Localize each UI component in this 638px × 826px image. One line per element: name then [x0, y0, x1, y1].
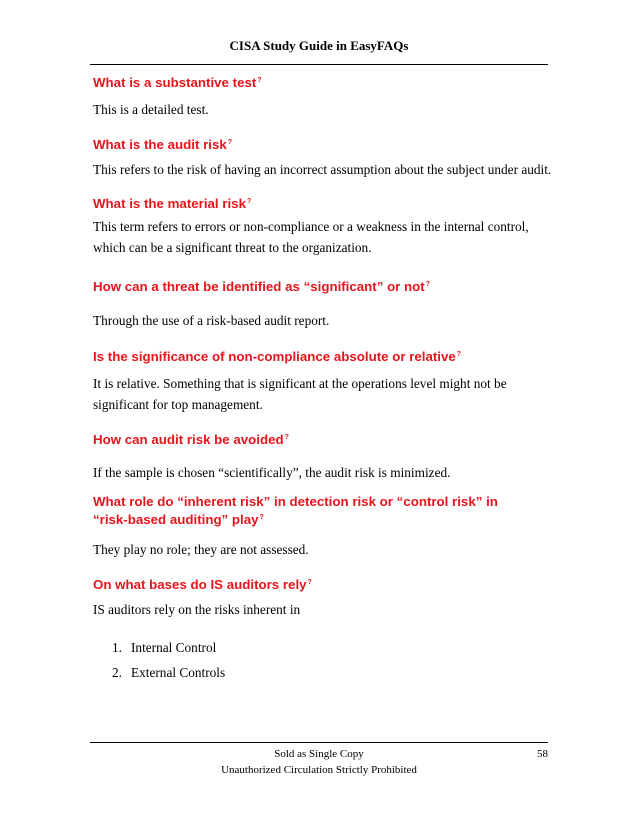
question-mark: ? [259, 514, 264, 521]
list-item-text: Internal Control [131, 640, 217, 655]
list-item-text: External Controls [131, 665, 226, 680]
question-text: What is a substantive test [93, 75, 257, 90]
question-text: How can audit risk be avoided [93, 432, 284, 447]
question-mark: ? [425, 281, 431, 288]
answer-text: This term refers to errors or non-compliance or a weakness in the internal control, which can be a significant threat to the organization. [93, 219, 529, 255]
footer-sold-notice: Sold as Single Copy [274, 748, 364, 760]
answer-text: If the sample is chosen “scientifically”, the audit risk is minimized. [93, 465, 451, 480]
question-mark: ? [246, 198, 252, 205]
question-heading [93, 136, 232, 154]
list-item [112, 639, 225, 664]
answer-text: It is relative. Something that is significant at the operations level might not be significant for top management. [93, 376, 507, 412]
question-heading [93, 74, 262, 92]
question-mark: ? [284, 434, 289, 441]
list-item [112, 664, 225, 689]
list-item-number: 2. [112, 665, 122, 680]
question-heading [93, 195, 251, 213]
question-text: Is the significance of non-compliance absolute or relative [93, 349, 456, 364]
question-heading [93, 278, 430, 296]
question-heading [93, 348, 461, 366]
question-text: What role do “inherent risk” in detection risk or “control risk” in “risk-based auditing” play [93, 494, 498, 527]
question-mark: ? [456, 351, 462, 358]
question-text: What is the audit risk [93, 137, 227, 152]
list-item-number: 1. [112, 640, 122, 655]
question-heading [93, 493, 533, 529]
question-mark: ? [307, 579, 312, 586]
answer-text: Through the use of a risk-based audit report. [93, 313, 330, 328]
question-mark: ? [257, 77, 262, 84]
answer-text: This refers to the risk of having an incorrect assumption about the subject under audit. [93, 162, 552, 177]
answer-text: They play no role; they are not assessed. [93, 542, 309, 557]
page-header-title: CISA Study Guide in EasyFAQs [229, 38, 409, 53]
answer-text: This is a detailed test. [93, 102, 209, 117]
page-number: 58 [537, 748, 548, 760]
question-text: What is the material risk [93, 196, 246, 211]
question-heading [93, 431, 289, 449]
header-divider [90, 64, 548, 65]
question-text: On what bases do IS auditors rely [93, 577, 307, 592]
answer-text: IS auditors rely on the risks inherent in [93, 602, 301, 617]
footer-circulation-notice: Unauthorized Circulation Strictly Prohibited [221, 764, 417, 776]
question-text: How can a threat be identified as “significant” or not [93, 279, 425, 294]
question-heading [93, 576, 312, 594]
question-mark: ? [227, 139, 233, 146]
numbered-list [112, 639, 225, 689]
footer-divider [90, 742, 548, 743]
